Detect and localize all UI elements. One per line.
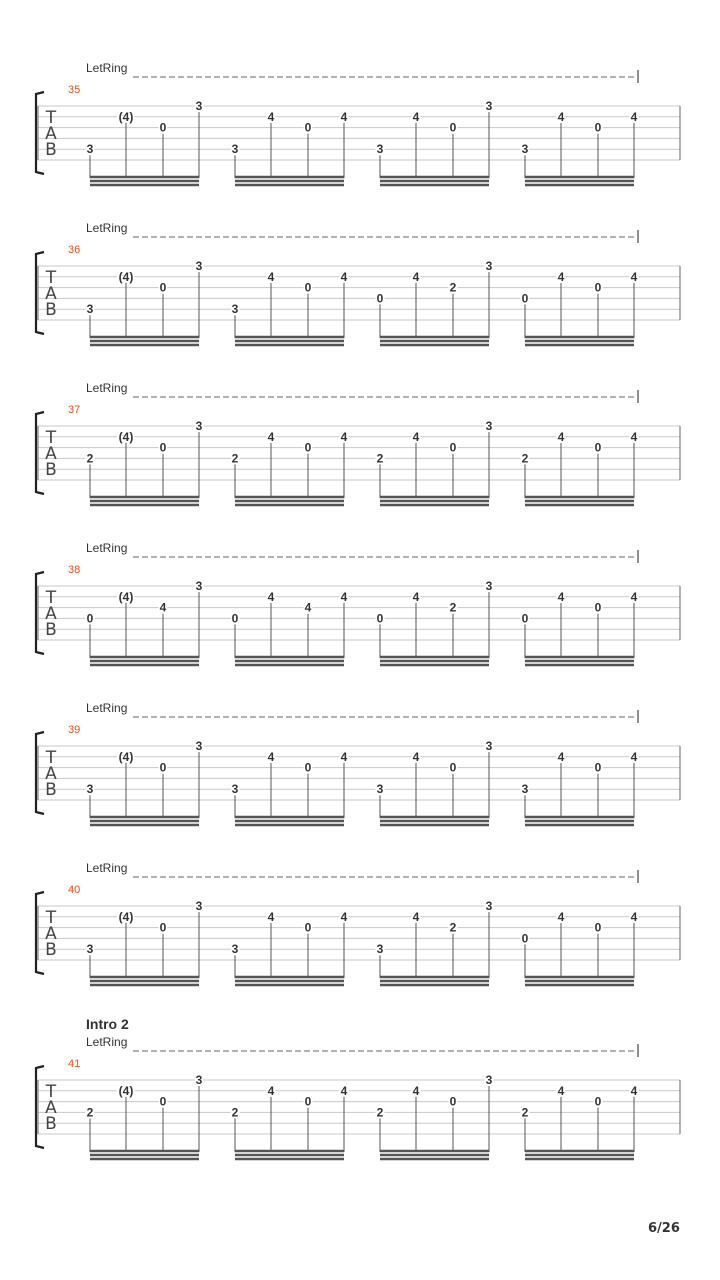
tab-system: [36, 701, 680, 825]
fret-number: 4: [267, 1083, 275, 1098]
fret-number: 3: [521, 142, 529, 157]
letring-label: LetRing: [86, 61, 128, 75]
measure-number: 40: [68, 884, 81, 896]
fret-number: 3: [86, 142, 94, 157]
fret-number: 4: [412, 109, 420, 124]
tab-system: [36, 221, 680, 345]
fret-number: 0: [304, 120, 312, 135]
fret-number: 4: [304, 600, 312, 615]
fret-number: 4: [267, 109, 275, 124]
fret-number: 4: [557, 589, 565, 604]
fret-number: 2: [449, 920, 457, 935]
fret-number: 0: [449, 1094, 457, 1109]
measure-number: 37: [68, 404, 81, 416]
measure-number: 41: [68, 1058, 81, 1070]
fret-number: 3: [485, 579, 493, 593]
fret-number: 0: [304, 1094, 312, 1109]
fret-number: 4: [557, 909, 565, 924]
letring-label: LetRing: [86, 701, 128, 715]
tab-clef-letter: B: [45, 300, 57, 320]
tab-clef-letter: B: [45, 1114, 57, 1134]
fret-number: 2: [449, 280, 457, 295]
fret-number: 4: [340, 589, 348, 604]
fret-number: 0: [159, 280, 167, 295]
fret-number: 4: [630, 109, 638, 124]
tab-clef-letter: A: [45, 604, 57, 624]
fret-number: 3: [86, 942, 94, 957]
fret-number: 0: [521, 611, 529, 626]
fret-number: 4: [159, 600, 167, 615]
fret-number: 4: [412, 429, 420, 444]
fret-number: 0: [521, 931, 529, 946]
fret-number: 3: [195, 1073, 203, 1087]
tab-clef-letter: B: [45, 780, 57, 800]
fret-number: 4: [267, 909, 275, 924]
measure-number: 36: [68, 244, 81, 256]
system-bracket: [36, 732, 44, 814]
fret-number: 3: [485, 899, 493, 913]
fret-number: 0: [304, 440, 312, 455]
fret-number: 2: [86, 451, 94, 466]
fret-number: 3: [231, 782, 239, 797]
tab-clef-letter: A: [45, 124, 57, 144]
fret-number: 0: [594, 280, 602, 295]
system-bracket: [36, 892, 44, 974]
fret-number: 0: [594, 440, 602, 455]
fret-number: 0: [304, 760, 312, 775]
tab-clef-letter: B: [45, 140, 57, 160]
fret-number: 4: [267, 749, 275, 764]
letring-label: LetRing: [86, 541, 128, 555]
fret-number: 4: [340, 109, 348, 124]
tab-clef-letter: T: [45, 1082, 57, 1102]
fret-number: 4: [557, 749, 565, 764]
section-label: Intro 2: [86, 1016, 129, 1032]
fret-number: 3: [376, 942, 384, 957]
tab-clef-letter: A: [45, 764, 57, 784]
fret-number: 4: [630, 589, 638, 604]
fret-number: 0: [376, 611, 384, 626]
tab-clef-letter: T: [45, 268, 57, 288]
fret-number: 3: [231, 302, 239, 317]
fret-number: 2: [376, 1105, 384, 1120]
fret-number: 0: [594, 1094, 602, 1109]
tab-clef-letter: A: [45, 284, 57, 304]
fret-number: 0: [159, 920, 167, 935]
tab-system: [36, 61, 680, 185]
fret-number: 3: [86, 782, 94, 797]
fret-number: 2: [449, 600, 457, 615]
tab-clef-letter: B: [45, 460, 57, 480]
fret-number: (4): [118, 269, 134, 284]
fret-number: 3: [485, 259, 493, 273]
system-bracket: [36, 252, 44, 334]
fret-number: 2: [231, 451, 239, 466]
fret-number: 0: [521, 291, 529, 306]
measure-number: 38: [68, 564, 81, 576]
tab-system: [36, 541, 680, 665]
fret-number: 0: [86, 611, 94, 626]
letring-label: LetRing: [86, 861, 128, 875]
tab-clef-letter: B: [45, 940, 57, 960]
tab-system: [36, 1016, 680, 1159]
fret-number: 4: [340, 1083, 348, 1098]
tab-system: [36, 381, 680, 505]
fret-number: 4: [557, 429, 565, 444]
fret-number: 3: [195, 259, 203, 273]
tab-system: [36, 861, 680, 985]
tab-clef-letter: A: [45, 444, 57, 464]
fret-number: 0: [304, 280, 312, 295]
page-number: 6/26: [648, 1221, 680, 1236]
fret-number: 0: [159, 440, 167, 455]
system-bracket: [36, 1066, 44, 1148]
fret-number: 2: [376, 451, 384, 466]
fret-number: 3: [231, 942, 239, 957]
fret-number: 4: [340, 909, 348, 924]
tab-clef-letter: A: [45, 1098, 57, 1118]
fret-number: (4): [118, 1083, 134, 1098]
fret-number: 4: [340, 749, 348, 764]
fret-number: 3: [195, 419, 203, 433]
fret-number: 4: [340, 429, 348, 444]
tab-clef-letter: T: [45, 588, 57, 608]
system-bracket: [36, 572, 44, 654]
tab-clef-letter: A: [45, 924, 57, 944]
tab-clef-letter: T: [45, 748, 57, 768]
fret-number: 0: [594, 920, 602, 935]
fret-number: 4: [412, 1083, 420, 1098]
fret-number: 2: [521, 451, 529, 466]
tab-clef-letter: T: [45, 908, 57, 928]
fret-number: 0: [449, 440, 457, 455]
fret-number: 0: [159, 120, 167, 135]
fret-number: 0: [449, 760, 457, 775]
letring-label: LetRing: [86, 381, 128, 395]
fret-number: 0: [159, 760, 167, 775]
tab-clef-letter: B: [45, 620, 57, 640]
letring-label: LetRing: [86, 221, 128, 235]
fret-number: 3: [195, 579, 203, 593]
measure-number: 35: [68, 84, 81, 96]
fret-number: 3: [195, 739, 203, 753]
fret-number: 3: [521, 782, 529, 797]
system-bracket: [36, 92, 44, 174]
fret-number: 4: [557, 1083, 565, 1098]
fret-number: (4): [118, 109, 134, 124]
fret-number: 3: [485, 739, 493, 753]
fret-number: 4: [630, 269, 638, 284]
fret-number: (4): [118, 589, 134, 604]
fret-number: 3: [485, 1073, 493, 1087]
fret-number: 3: [86, 302, 94, 317]
fret-number: 4: [267, 589, 275, 604]
fret-number: 4: [340, 269, 348, 284]
fret-number: 3: [231, 142, 239, 157]
fret-number: (4): [118, 749, 134, 764]
fret-number: 0: [231, 611, 239, 626]
fret-number: 4: [267, 269, 275, 284]
fret-number: 4: [412, 269, 420, 284]
fret-number: 2: [86, 1105, 94, 1120]
fret-number: 4: [630, 429, 638, 444]
letring-label: LetRing: [86, 1035, 128, 1049]
fret-number: 0: [594, 120, 602, 135]
fret-number: 3: [195, 899, 203, 913]
fret-number: 0: [376, 291, 384, 306]
fret-number: (4): [118, 909, 134, 924]
fret-number: 0: [594, 760, 602, 775]
fret-number: 4: [630, 1083, 638, 1098]
fret-number: 2: [521, 1105, 529, 1120]
fret-number: 4: [557, 109, 565, 124]
fret-number: 4: [630, 749, 638, 764]
fret-number: 0: [304, 920, 312, 935]
measure-number: 39: [68, 724, 81, 736]
fret-number: 0: [449, 120, 457, 135]
fret-number: 4: [267, 429, 275, 444]
fret-number: 3: [485, 419, 493, 433]
fret-number: 3: [485, 99, 493, 113]
system-bracket: [36, 412, 44, 494]
fret-number: (4): [118, 429, 134, 444]
fret-number: 4: [412, 909, 420, 924]
fret-number: 4: [412, 589, 420, 604]
fret-number: 4: [557, 269, 565, 284]
fret-number: 3: [376, 142, 384, 157]
fret-number: 3: [376, 782, 384, 797]
fret-number: 3: [195, 99, 203, 113]
fret-number: 0: [159, 1094, 167, 1109]
fret-number: 2: [231, 1105, 239, 1120]
fret-number: 0: [594, 600, 602, 615]
tab-clef-letter: T: [45, 428, 57, 448]
fret-number: 4: [412, 749, 420, 764]
fret-number: 4: [630, 909, 638, 924]
tab-clef-letter: T: [45, 108, 57, 128]
